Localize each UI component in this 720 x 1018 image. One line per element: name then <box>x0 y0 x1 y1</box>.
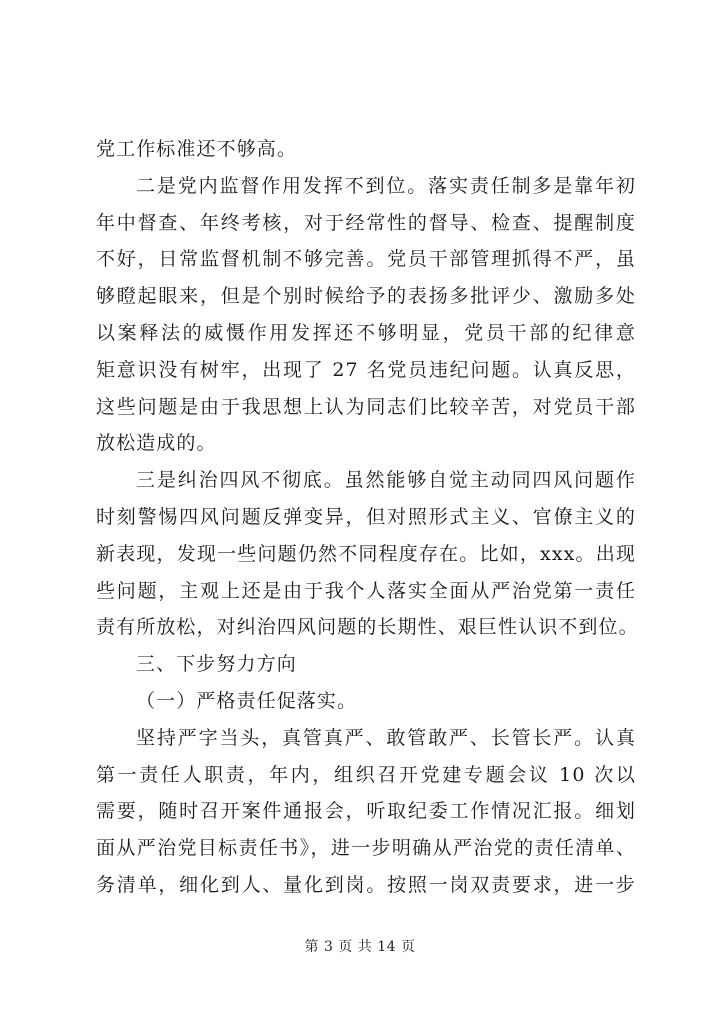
paragraph-line: 责有所放松，对纠治四风问题的长期性、艰巨性认识不到位。 <box>96 616 639 639</box>
paragraph-line: 需要，随时召开案件通报会，听取纪委工作情况汇报。细划 <box>96 800 636 823</box>
paragraph-line: 时刻警惕四风问题反弹变异，但对照形式主义、官僚主义的 <box>96 505 636 528</box>
paragraph-line: 党工作标准还不够高。 <box>96 138 298 160</box>
section-heading: （一）严格责任促落实。 <box>136 689 358 712</box>
section-heading: 三、下步努力方向 <box>136 653 297 676</box>
paragraph-line: 三是纠治四风不彻底。虽然能够自觉主动同四风问题作 <box>136 469 636 492</box>
paragraph-line: 放松造成的。 <box>96 432 217 455</box>
paragraph-line: 年中督查、年终考核，对于经常性的督导、检查、提醒制度 <box>96 211 636 234</box>
paragraph-line: 新表现，发现一些问题仍然不同程度存在。比如，xxx。出现 <box>96 542 636 565</box>
paragraph-line: 够瞪起眼来，但是个别时候给予的表扬多批评少、激励多处 <box>96 285 636 308</box>
paragraph-line: 坚持严字当头，真管真严、敢管敢严、长管长严。认真 <box>136 726 636 749</box>
page-footer: 第 3 页 共 14 页 <box>304 939 416 955</box>
paragraph-line: 以案释法的威慑作用发挥还不够明显，党员干部的纪律意 <box>96 321 636 344</box>
paragraph-line: 面从严治党目标责任书》，进一步明确从严治党的责任清单、 <box>96 837 636 860</box>
paragraph-line: 第一责任人职责，年内，组织召开党建专题会议 10 次以 <box>96 763 636 786</box>
paragraph-line: 这些问题是由于我思想上认为同志们比较辛苦，对党员干部 <box>96 395 636 418</box>
document-body <box>96 131 639 904</box>
paragraph-line: 务清单，细化到人、量化到岗。按照一岗双责要求，进一步 <box>96 873 636 896</box>
paragraph-line: 二是党内监督作用发挥不到位。落实责任制多是靠年初 <box>136 174 636 197</box>
paragraph-line: 不好，日常监督机制不够完善。党员干部管理抓得不严，虽 <box>96 248 636 271</box>
paragraph-line: 矩意识没有树牢，出现了 27 名党员违纪问题。认真反思， <box>96 358 636 381</box>
paragraph-line: 些问题，主观上还是由于我个人落实全面从严治党第一责任 <box>96 579 636 602</box>
